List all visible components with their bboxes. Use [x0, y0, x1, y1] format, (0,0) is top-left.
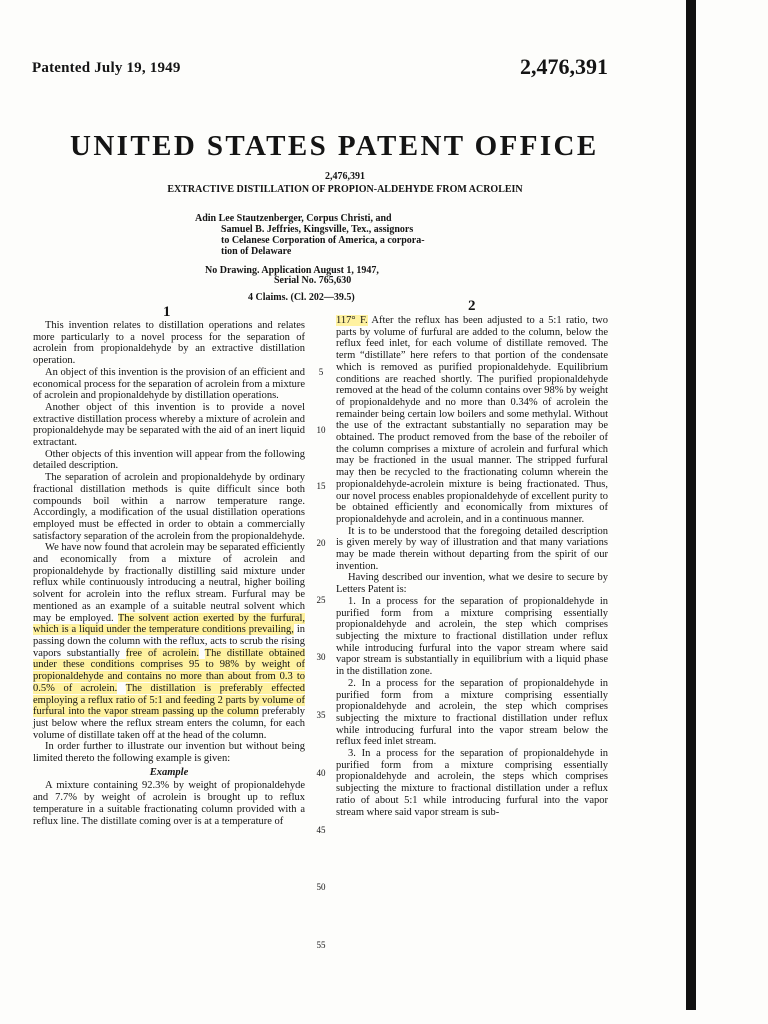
line-number: 25	[316, 595, 326, 605]
paragraph: Another object of this invention is to provide a novel extractive distillation process whereby a mixture of acrolein and propionaldehyde may be separated with the aid of an inert liquid extractant.	[33, 401, 305, 449]
office-heading: UNITED STATES PATENT OFFICE	[70, 130, 599, 162]
text-column-1	[33, 320, 305, 827]
line-number: 45	[316, 825, 326, 835]
example-heading: Example	[149, 766, 189, 778]
paragraph: It is to be understood that the foregoing detailed description is given merely by way of illustration and that many variations may be made therein without departing from the spirit of our invention.	[336, 525, 608, 572]
highlight: free of acrolein.	[125, 647, 199, 659]
patented-date: Patented July 19, 1949	[32, 60, 181, 76]
line-number: 30	[316, 652, 326, 662]
text-run: We have now found that acrolein may be separated efficiently and economically from a mixture of acrolein and propionaldehyde by fractionally distilling said mixture under reflux while continuously introducing a neutral, higher boiling solvent for acrolein into the reflux stream. Furfural may be mentioned as an example of a suitable neutral solvent which may be employed.	[33, 542, 305, 624]
inventor-line: tion of Delaware	[221, 246, 292, 257]
line-number: 15	[316, 481, 326, 491]
inventors-block	[193, 213, 468, 257]
line-number: 35	[316, 710, 326, 720]
application-line: No Drawing. Application August 1, 1947,	[205, 265, 379, 276]
text-run: After the reflux has been adjusted to a 5:1 ratio, two parts by volume of furfural are added to the column, below the reflux feed inlet, for each volume of distillate removed. The term “distillate” here refers to that portion of the condensate which is removed as purified propionaldehyde. Equilibrium conditions are reached shortly. The purified propionaldehyde removed at the head of the column contains over 98% by weight of propionaldehyde and no more than 0.34% of acrolein the remainder being certain low boilers and some methylal. Without the use of the extractant substantially no separation may be obtained. The product removed from the base of the reboiler of the column comprises a mixture of acrolein and furfural which may be fractioned in the usual manner. The stripped furfural may then be recycled to the fractionating column wherein the propionaldehyde-acrolein mixture is being fractionated. Thus, our novel process enables propionaldehyde of excellent purity to be obtained efficiently and economically from mixtures of propionaldehyde and acrolein, and in a continuous manner.	[336, 315, 608, 525]
claim-2: 2. In a process for the separation of propionaldehyde in purified form from a mixture comprising essentially propionaldehyde and acrolein, the step which comprises subjecting the mixture to fractional distillation under reflux while introducing furfural into the vapor stream below the reflux feed inlet stream.	[336, 677, 608, 748]
paragraph: An object of this invention is the provision of an efficient and economical process for the separation of acrolein from a mixture of acrolein and propionaldehyde by distillation operations.	[33, 366, 306, 402]
paragraph: The separation of acrolein and propionaldehyde by ordinary fractional distillation methods is quite difficult since both compounds boil within a narrow temperature range. Accordingly, a modification of the usual distillation operations employed must be effected in order to obtain a commercially satisfactory separation of the acrolein from the propionaldehyde.	[33, 472, 305, 542]
line-number: 10	[316, 425, 326, 435]
column-number-1: 1	[163, 304, 171, 320]
paragraph: Other objects of this invention will appear from the following detailed description.	[33, 448, 305, 472]
paragraph: In order further to illustrate our invention but without being limited thereto the following example is given:	[33, 741, 305, 765]
text-run	[199, 648, 205, 659]
inventor-line: to Celanese Corporation of America, a corpora-	[221, 235, 425, 246]
paragraph: Having described our invention, what we desire to secure by Letters Patent is:	[336, 572, 608, 596]
paragraph	[336, 315, 608, 526]
highlight: The solvent action exerted by the furfural, which is a liquid under the temperature conditions prevailing,	[33, 612, 305, 636]
text-column-2	[336, 315, 608, 818]
claims-classification: 4 Claims. (Cl. 202—39.5)	[248, 292, 355, 303]
inventor-line: Adin Lee Stautzenberger, Corpus Christi, and	[195, 213, 392, 224]
patent-number-secondary: 2,476,391	[325, 171, 365, 182]
scan-edge-bar	[686, 0, 696, 1010]
paragraph-highlighted	[33, 542, 305, 741]
serial-number: Serial No. 765,630	[274, 275, 352, 286]
text-run	[117, 683, 125, 694]
line-number: 40	[316, 768, 326, 778]
text-run: preferably just below where the reflux stream enters the column, for each volume of distillate taken off at the head of the column.	[33, 706, 305, 741]
line-number: 50	[316, 882, 326, 892]
paragraph: This invention relates to distillation operations and relates more particularly to a novel process for the separation of acrolein from propionaldehyde by an extractive distillation operation.	[33, 320, 305, 367]
highlight: The distillate obtained under these conditions comprises 95 to 98% by weight of propionaldehyde and contains no more than about from 0.3 to 0.5% of acrolein.	[33, 647, 306, 694]
highlight: 117° F.	[336, 315, 368, 326]
column-number-2: 2	[468, 298, 476, 314]
line-number: 55	[316, 940, 326, 950]
line-number: 20	[316, 538, 326, 548]
paragraph: A mixture containing 92.3% by weight of propionaldehyde and 7.7% by weight of acrolein is brought up to reflux temperature in a suitable fractionating column provided with a reflux line. The distillate coming over is at a temperature of	[33, 780, 305, 827]
text-run: in passing down the column with the reflux, acts to scrub the rising vapors substantially	[33, 624, 305, 659]
highlight: The distillation is preferably effected employing a reflux ratio of 5:1 and feeding 2 parts by volume of furfural into the vapor stream passing up the column	[33, 682, 305, 718]
claim-3: 3. In a process for the separation of propionaldehyde in purified form from a mixture comprising essentially propionaldehyde and acrolein, the steps which comprises subjecting the mixture to fractional distillation under a reflux ratio of about 5:1 while introducing furfural into the vapor stream where said vapor stream is sub-	[336, 748, 608, 818]
claim-1: 1. In a process for the separation of propionaldehyde in purified form from a mixture comprising essentially propionaldehyde and acrolein, the step which comprises subjecting the mixture to fractional distillation under reflux while introducing furfural into the vapor stream where said vapor stream is substantially in equilibrium with a liquid phase in the distillation zone.	[336, 595, 608, 678]
patent-number: 2,476,391	[520, 54, 608, 79]
patent-title: EXTRACTIVE DISTILLATION OF PROPION-ALDEHYDE FROM ACROLEIN	[167, 184, 523, 195]
line-number: 5	[318, 367, 324, 377]
inventor-line: Samuel B. Jeffries, Kingsville, Tex., assignors	[221, 224, 414, 235]
